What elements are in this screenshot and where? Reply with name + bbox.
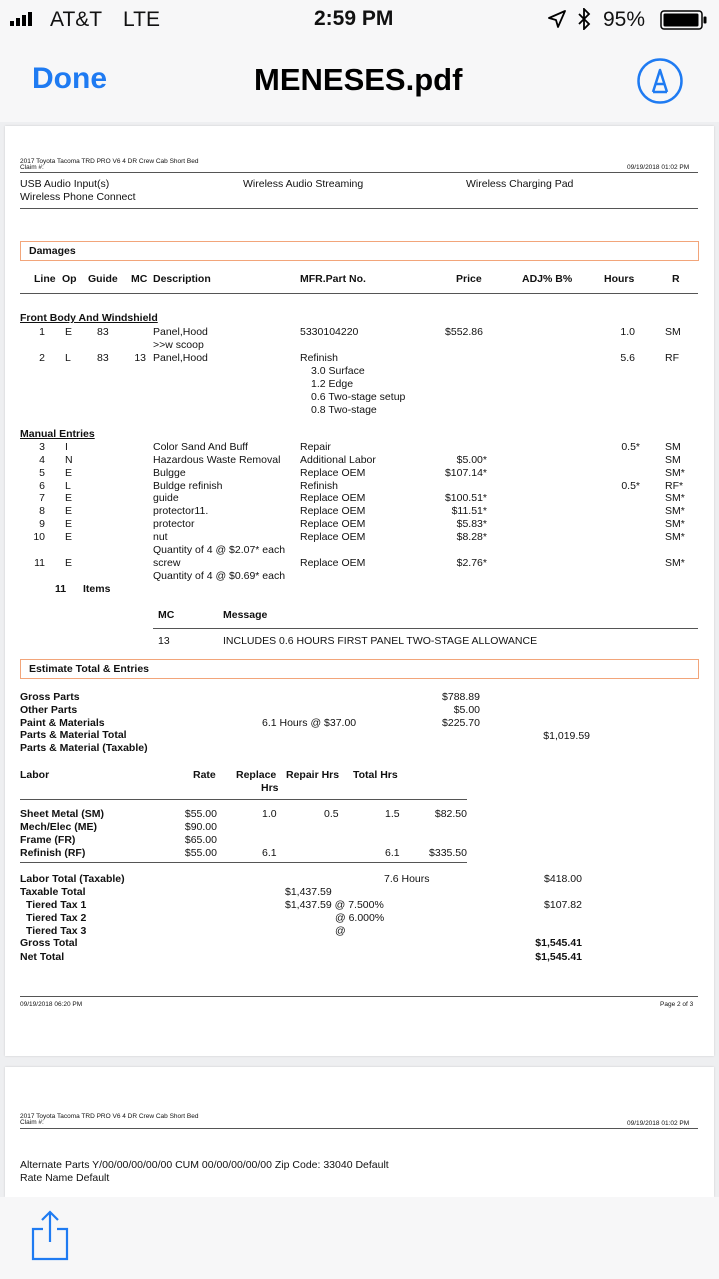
taxable-total-label: Taxable Total bbox=[20, 886, 86, 898]
row-mfr: 5330104220 bbox=[300, 326, 359, 338]
refinish-detail: 0.6 Two-stage setup bbox=[311, 391, 406, 403]
manual-row-line: 8 bbox=[39, 505, 45, 518]
refinish-detail: 1.2 Edge bbox=[311, 378, 354, 390]
manual-row-line: 4 bbox=[39, 453, 45, 466]
labor-row-name: Refinish (RF) bbox=[20, 847, 86, 859]
carrier-label: AT&T bbox=[50, 8, 103, 31]
message-header: Message bbox=[223, 609, 268, 621]
manual-section-title: Manual Entries bbox=[20, 428, 95, 440]
tier1-value: $107.82 bbox=[544, 899, 582, 911]
row-mc: 13 bbox=[134, 352, 146, 364]
manual-row-price: $107.14* bbox=[444, 466, 487, 479]
estimate-title: Estimate Total & Entries bbox=[29, 663, 150, 675]
taxable-total-value: $1,437.59 bbox=[285, 886, 332, 898]
row-op: L bbox=[65, 352, 71, 364]
pm-total-value: $1,019.59 bbox=[543, 730, 590, 742]
option-wireless-charging: Wireless Charging Pad bbox=[466, 178, 574, 190]
rate-header: Rate bbox=[193, 769, 216, 781]
labor-row-replace: 6.1 bbox=[262, 847, 277, 859]
vehicle-header-p3: 2017 Toyota Tacoma TRD PRO V6 4 DR Crew Cab Short Bed bbox=[20, 1113, 199, 1120]
labor-row-name: Sheet Metal (SM) bbox=[20, 808, 105, 820]
manual-row-r: SM* bbox=[665, 466, 685, 479]
footer-rule bbox=[20, 996, 698, 997]
gross-parts-value: $788.89 bbox=[442, 691, 480, 703]
manual-row-description: Color Sand And Buff bbox=[153, 441, 248, 453]
manual-row-r: RF* bbox=[665, 479, 684, 492]
labor-rule-top bbox=[20, 799, 467, 800]
manual-row-r: SM* bbox=[665, 530, 685, 543]
message-rule bbox=[153, 628, 698, 629]
status-bar bbox=[0, 0, 719, 40]
manual-row-line: 9 bbox=[39, 518, 45, 531]
nav-bar bbox=[0, 40, 719, 122]
manual-row-r: SM bbox=[665, 441, 681, 453]
location-arrow-icon bbox=[548, 10, 566, 28]
items-count: 11 bbox=[55, 583, 67, 595]
alternate-parts-line: Alternate Parts Y/00/00/00/00/00 CUM 00/00/00/00/00 Zip Code: 33040 Default bbox=[20, 1159, 389, 1171]
manual-row-price: $5.00* bbox=[456, 453, 487, 466]
labor-row-rate: $55.00 bbox=[184, 847, 217, 859]
labor-row-total: 1.5 bbox=[385, 808, 400, 820]
row-line: 2 bbox=[39, 352, 45, 364]
footer-date: 09/19/2018 06:20 PM bbox=[20, 1001, 83, 1008]
status-time: 2:59 PM bbox=[314, 7, 394, 30]
paint-materials-value: $225.70 bbox=[442, 717, 480, 729]
markup-pen-button[interactable] bbox=[636, 57, 684, 105]
manual-row-op: N bbox=[65, 453, 73, 466]
network-label: LTE bbox=[123, 8, 160, 31]
paint-materials-label: Paint & Materials bbox=[20, 717, 105, 729]
tier1-label: Tiered Tax 1 bbox=[26, 899, 87, 911]
col-adj: ADJ% B% bbox=[522, 273, 573, 285]
footer-page: Page 2 of 3 bbox=[660, 1001, 694, 1008]
claim-label: Claim #: bbox=[20, 164, 44, 171]
tier2-label: Tiered Tax 2 bbox=[26, 912, 87, 924]
paint-hours: 6.1 Hours @ $37.00 bbox=[262, 717, 357, 729]
refinish-detail: 3.0 Surface bbox=[311, 365, 365, 377]
manual-row-mfr: Additional Labor bbox=[300, 453, 376, 466]
manual-row-r: SM* bbox=[665, 518, 685, 531]
labor-row-amount: $335.50 bbox=[429, 847, 467, 859]
estimate-section-box bbox=[20, 659, 699, 679]
replace-hrs-header: Hrs bbox=[261, 782, 279, 794]
manual-row-description: Quantity of 4 @ $0.69* each bbox=[153, 569, 286, 582]
total-hrs-header: Total Hrs bbox=[353, 769, 398, 781]
net-total-label: Net Total bbox=[20, 951, 65, 963]
labor-row-total: 6.1 bbox=[385, 847, 400, 859]
manual-row-r: SM* bbox=[665, 556, 685, 569]
manual-row-description: guide bbox=[153, 492, 179, 505]
labor-total-value: $418.00 bbox=[544, 873, 582, 885]
manual-row-mfr: Replace OEM bbox=[300, 466, 366, 479]
pm-total-label: Parts & Material Total bbox=[20, 729, 127, 741]
signal-icon bbox=[10, 11, 40, 27]
col-hours: Hours bbox=[604, 273, 635, 285]
tier2-calc: @ 6.000% bbox=[335, 912, 385, 924]
manual-row-op: I bbox=[65, 441, 68, 453]
labor-row-rate: $90.00 bbox=[184, 821, 217, 833]
manual-row-op: E bbox=[65, 530, 73, 543]
labor-row-replace: 1.0 bbox=[262, 808, 277, 820]
done-button[interactable]: Done bbox=[32, 62, 107, 95]
message-mc-header: MC bbox=[158, 609, 175, 621]
manual-row-mfr: Repair bbox=[300, 441, 331, 453]
refinish-detail: 0.8 Two-stage bbox=[311, 404, 377, 416]
row-description: Panel,Hood bbox=[153, 352, 208, 364]
manual-row-op: E bbox=[65, 505, 73, 518]
other-parts-value: $5.00 bbox=[453, 704, 480, 716]
col-line: Line bbox=[34, 273, 56, 285]
manual-row-hours: 0.5* bbox=[621, 479, 640, 492]
manual-row-description: Bulgge bbox=[153, 466, 186, 479]
option-wireless-phone: Wireless Phone Connect bbox=[20, 191, 136, 203]
header-rule-p3 bbox=[20, 1128, 698, 1129]
manual-row-hours: 0.5* bbox=[621, 441, 640, 453]
repair-hrs-header: Repair Hrs bbox=[286, 769, 340, 781]
labor-row-name: Frame (FR) bbox=[20, 834, 76, 846]
row-hours: 5.6 bbox=[620, 352, 635, 364]
manual-row-price: $8.28* bbox=[456, 530, 487, 543]
labor-row-rate: $65.00 bbox=[184, 834, 217, 846]
columns-rule bbox=[20, 293, 698, 294]
share-button[interactable] bbox=[30, 1209, 70, 1261]
manual-row-mfr: Replace OEM bbox=[300, 518, 366, 531]
gross-total-label: Gross Total bbox=[20, 937, 78, 949]
battery-icon bbox=[660, 10, 708, 30]
labor-row-repair: 0.5 bbox=[324, 808, 339, 820]
labor-rule-bottom bbox=[20, 862, 467, 863]
damages-title: Damages bbox=[29, 245, 76, 257]
row-line: 1 bbox=[39, 326, 45, 338]
manual-row-op: E bbox=[65, 466, 73, 479]
document-title: MENESES.pdf bbox=[254, 62, 463, 97]
option-usb-audio: USB Audio Input(s) bbox=[20, 178, 110, 190]
manual-row-r: SM bbox=[665, 453, 681, 466]
damages-section-box bbox=[20, 241, 699, 261]
manual-row-description: screw bbox=[153, 556, 181, 569]
option-wireless-audio: Wireless Audio Streaming bbox=[243, 178, 364, 190]
row-r: SM bbox=[665, 326, 681, 338]
col-description: Description bbox=[153, 273, 211, 285]
message-mc: 13 bbox=[158, 635, 170, 647]
manual-row-price: $5.83* bbox=[456, 518, 487, 531]
vehicle-header: 2017 Toyota Tacoma TRD PRO V6 4 DR Crew Cab Short Bed bbox=[20, 158, 199, 165]
items-label: Items bbox=[83, 583, 111, 595]
manual-row-mfr: Refinish bbox=[300, 479, 338, 492]
manual-row-price: $11.51* bbox=[451, 505, 487, 518]
labor-row-name: Mech/Elec (ME) bbox=[20, 821, 98, 833]
manual-row-description: protector11. bbox=[153, 505, 209, 518]
manual-row-mfr: Replace OEM bbox=[300, 492, 366, 505]
options-rule bbox=[20, 208, 698, 209]
gross-parts-label: Gross Parts bbox=[20, 691, 80, 703]
header-date-p3: 09/19/2018 01:02 PM bbox=[627, 1120, 690, 1127]
row-guide: 83 bbox=[97, 326, 109, 338]
col-mc: MC bbox=[131, 273, 148, 285]
col-mfr: MFR.Part No. bbox=[300, 273, 366, 285]
manual-row-price: $100.51* bbox=[444, 492, 487, 505]
markup-pen-icon bbox=[636, 57, 684, 105]
manual-row-line: 10 bbox=[33, 530, 45, 543]
manual-row-description: nut bbox=[153, 530, 168, 543]
manual-row-mfr: Replace OEM bbox=[300, 505, 366, 518]
row-op: E bbox=[65, 326, 73, 338]
manual-row-description: protector bbox=[153, 518, 195, 531]
rate-name-line: Rate Name Default bbox=[20, 1172, 110, 1184]
header-date: 09/19/2018 01:02 PM bbox=[627, 164, 690, 171]
bluetooth-icon bbox=[577, 8, 591, 30]
manual-row-mfr: Replace OEM bbox=[300, 556, 366, 569]
row-guide: 83 bbox=[97, 352, 109, 364]
col-r: R bbox=[672, 273, 680, 285]
tier1-calc: $1,437.59 @ 7.500% bbox=[285, 899, 384, 911]
gross-total-value: $1,545.41 bbox=[535, 937, 582, 949]
header-rule bbox=[20, 172, 698, 173]
pdf-page-2 bbox=[5, 126, 714, 1056]
manual-row-op: E bbox=[65, 518, 73, 531]
tier3-label: Tiered Tax 3 bbox=[26, 925, 87, 937]
tier3-calc: @ bbox=[335, 925, 346, 937]
labor-total-hours: 7.6 Hours bbox=[384, 873, 430, 885]
row-description: Panel,Hood bbox=[153, 326, 208, 338]
manual-row-line: 3 bbox=[39, 441, 45, 453]
labor-header: Labor bbox=[20, 769, 50, 781]
pdf-page-3 bbox=[5, 1067, 714, 1197]
row-hours: 1.0 bbox=[620, 326, 635, 338]
manual-row-op: E bbox=[65, 556, 73, 569]
row-r: RF bbox=[665, 352, 679, 364]
col-guide: Guide bbox=[88, 273, 118, 285]
net-total-value: $1,545.41 bbox=[535, 951, 582, 963]
manual-row-op: L bbox=[65, 479, 71, 492]
claim-label-p3: Claim #: bbox=[20, 1119, 44, 1126]
share-icon bbox=[30, 1209, 70, 1261]
replace-header: Replace bbox=[236, 769, 277, 781]
manual-row-op: E bbox=[65, 492, 73, 505]
manual-row-line: 5 bbox=[39, 466, 45, 479]
manual-row-description: Quantity of 4 @ $2.07* each bbox=[153, 543, 286, 556]
front-section-title: Front Body And Windshield bbox=[20, 312, 158, 324]
manual-row-line: 6 bbox=[39, 479, 45, 492]
manual-row-line: 11 bbox=[34, 556, 45, 569]
row-mfr: Refinish bbox=[300, 352, 338, 364]
row-description: >>w scoop bbox=[153, 339, 204, 351]
col-price: Price bbox=[456, 273, 482, 285]
bottom-toolbar bbox=[0, 1197, 719, 1279]
manual-row-r: SM* bbox=[665, 492, 685, 505]
manual-row-price: $2.76* bbox=[456, 556, 487, 569]
message-text: INCLUDES 0.6 HOURS FIRST PANEL TWO-STAGE ALLOWANCE bbox=[223, 635, 538, 647]
manual-row-r: SM* bbox=[665, 505, 685, 518]
labor-row-rate: $55.00 bbox=[184, 808, 217, 820]
labor-row-amount: $82.50 bbox=[434, 808, 467, 820]
row-price: $552.86 bbox=[445, 326, 483, 338]
manual-row-description: Buldge refinish bbox=[153, 479, 223, 492]
col-op: Op bbox=[62, 273, 77, 285]
other-parts-label: Other Parts bbox=[20, 704, 78, 716]
battery-percent: 95% bbox=[603, 8, 646, 31]
manual-row-description: Hazardous Waste Removal bbox=[153, 453, 281, 466]
labor-total-label: Labor Total (Taxable) bbox=[20, 873, 125, 885]
manual-row-mfr: Replace OEM bbox=[300, 530, 366, 543]
manual-row-line: 7 bbox=[39, 492, 45, 505]
pm-taxable-label: Parts & Material (Taxable) bbox=[20, 742, 148, 754]
